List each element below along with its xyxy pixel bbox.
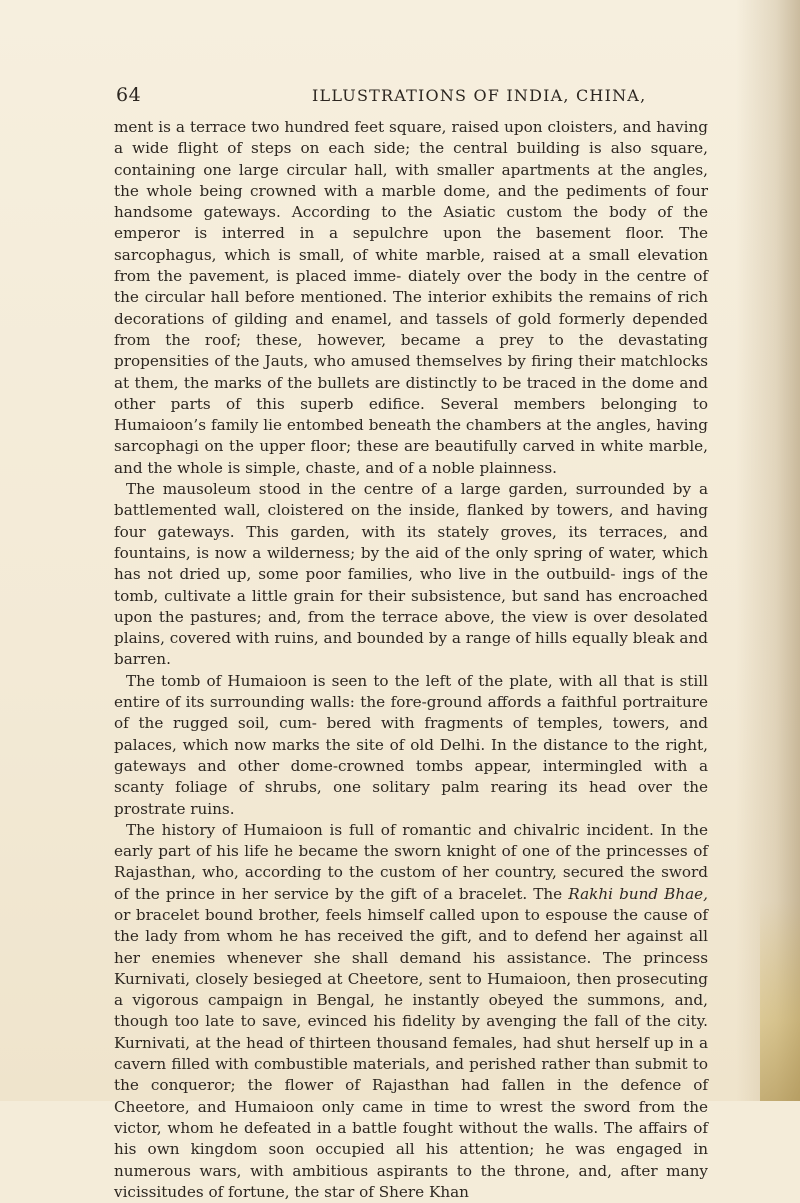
page-number: 64 [116,84,142,106]
page-edge-stain [760,901,800,1101]
body-text [114,117,708,1203]
paragraph-4-text-b: or bracelet bound brother, feels himself called upon to espouse the cause of the lady from whom he has received the gift, and to defend her against all her enemies whenever she shall demand his assistance. The princess Kurnivati, closely besieged at Cheetore, sent to Humaioon, then prosecuting a vigorous campaign in Bengal, he instantly obeyed the summons, and, though too late to save, evinced his fidelity by avenging the fall of the city. Kurnivati, at the head of thirteen thousand females, had shut herself up in a cavern filled with combustible materials, and perished rather than submit to the conqueror; the flower of Rajasthan had fallen in the defence of Cheetore, and Humaioon only came in time to wrest the sword from the victor, whom he defeated in a battle fought without the walls. The affairs of his own kingdom soon occupied all his attention; he was engaged in numerous wars, with ambitious aspirants to the throne, and, after many vicissitudes of fortune, the star of Shere Khan [114,905,708,1201]
page-header [116,84,706,110]
paragraph-4-text-a: The history of Humaioon is full of romantic and chivalric incident. In the early part of his life he became the sworn knight of one of the princesses of Rajasthan, who, according to the custom of her country, secured the sword of the prince in her service by the gift of a bracelet. The [114,820,708,903]
running-title: ILLUSTRATIONS OF INDIA, CHINA, [312,86,647,105]
paragraph-4 [114,820,708,1203]
paragraph-2: The mausoleum stood in the centre of a large garden, surrounded by a battlemented wall, cloistered on the inside, flanked by towers, and having four gateways. This garden, with its stately groves, its terraces, and fountains, is now a wilderness; by the aid of the only spring of water, which has not dried up, some poor families, who live in the outbuild- ings of the tomb, cultivate a little grain for their subsistence, but sand has encroached upon the pastures; and, from the terrace above, the view is over desolated plains, covered with ruins, and bounded by a range of hills equally bleak and barren. [114,480,708,669]
paragraph-3: The tomb of Humaioon is seen to the left of the plate, with all that is still entire of its surrounding walls: the fore-ground affords a faithful portraiture of the rugged soil, cum- bered with fragments of temples, towers, and palaces, which now marks the site of old Delhi. In the distance to the right, gateways and other dome-crowned tombs appear, intermingled with a scanty foliage of shrubs, one solitary palm rearing its head over the prostrate ruins. [114,671,708,818]
paragraph-4-italic-term: Rakhi bund Bhae, [568,884,708,903]
paragraph-1: ment is a terrace two hundred feet square, raised upon cloisters, and having a wide flight of steps on each side; the central building is also square, containing one large circular hall, with smaller apartments at the angles, the whole being crowned with a marble dome, and the pediments of four handsome gateways. According to the Asiatic custom the body of the emperor is interred in a sepulchre upon the basement floor. The sarcophagus, which is small, of white marble, raised at a small elevation from the pavement, is placed imme- diately over the body in the centre of the circular hall before mentioned. The interior exhibits the remains of rich decorations of gilding and enamel, and tassels of gold formerly depended from the roof; these, however, became a prey to the devastating propensities of the Jauts, who amused themselves by firing their matchlocks at them, the marks of the bullets are distinctly to be traced in the dome and other parts of this superb edifice. Several members belonging to Humaioon’s family lie entombed beneath the chambers at the angles, having sarcophagi on the upper floor; these are beautifully carved in white marble, and the whole is simple, chaste, and of a noble plainness. [114,118,708,477]
